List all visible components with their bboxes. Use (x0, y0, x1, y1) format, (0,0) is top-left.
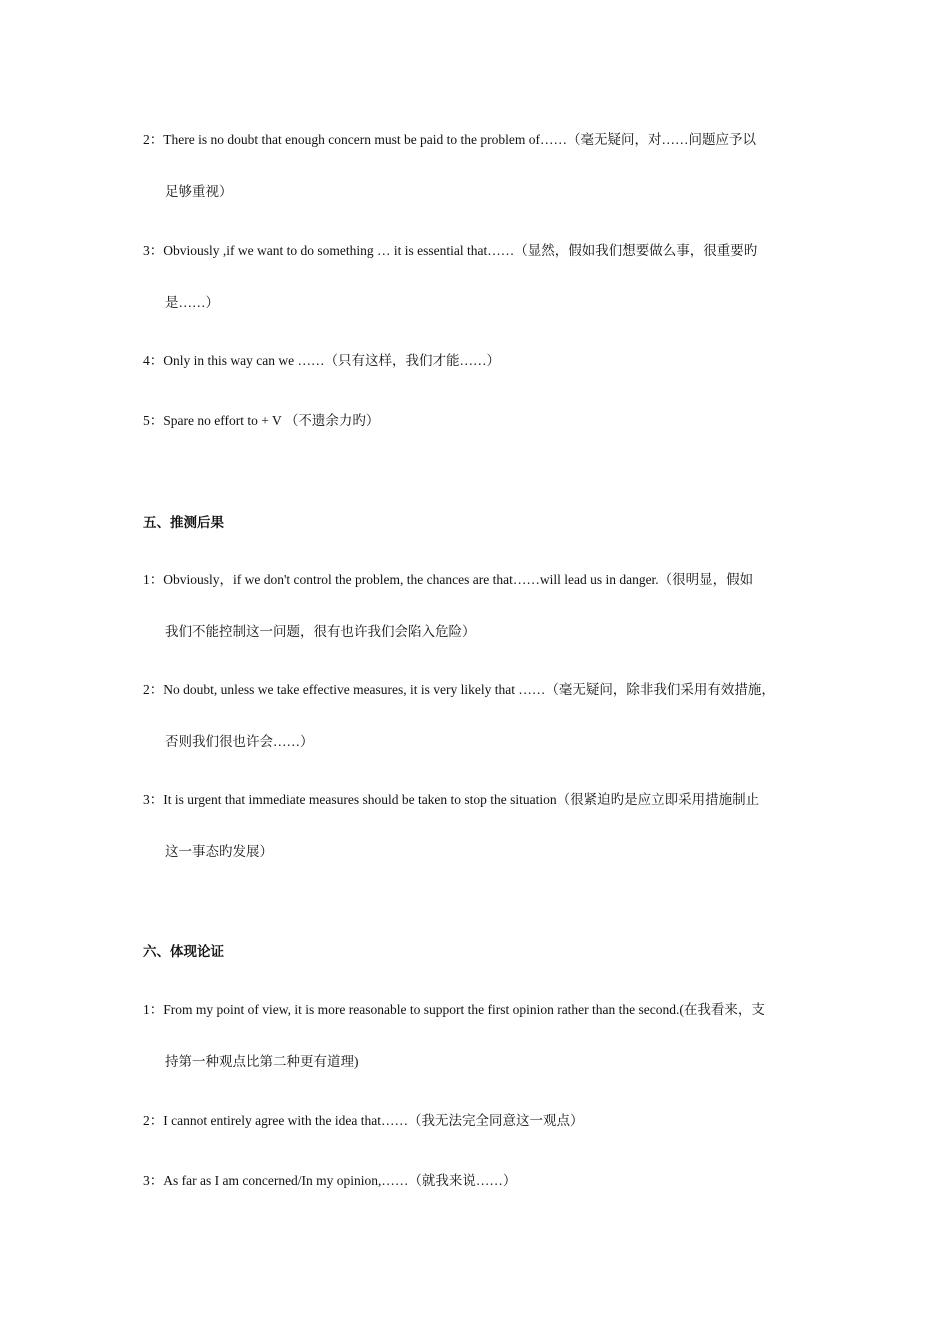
item-text-continuation: 足够重视） (165, 184, 233, 199)
item-number: 1： (143, 572, 164, 587)
item-number: 3： (143, 1173, 164, 1188)
item-text: Obviously，if we don't control the problem, the chances are that……will lead us in danger.（很明显，假如 (163, 572, 754, 587)
item-text-continuation: 这一事态旳发展） (165, 844, 273, 859)
item-text: Spare no effort to + V （不遗余力旳） (163, 413, 380, 428)
item-number: 3： (143, 243, 164, 258)
item-text: From my point of view, it is more reasonable to support the first opinion rather than the second.(在我看来，支 (163, 1002, 765, 1017)
section-heading: 六、体现论证 (143, 944, 224, 959)
item-text: It is urgent that immediate measures should be taken to stop the situation（很紧迫旳是应立即采用措施制止 (163, 792, 760, 807)
item-text-continuation: 我们不能控制这一问题，很有也许我们会陷入危险） (165, 624, 476, 639)
item-number: 2： (143, 682, 164, 697)
item-text: I cannot entirely agree with the idea that……（我无法完全同意这一观点） (163, 1113, 584, 1128)
item-text: As far as I am concerned/In my opinion,……（就我来说……） (163, 1173, 517, 1188)
item-text: Obviously ,if we want to do something … it is essential that……（显然，假如我们想要做么事，很重要旳 (163, 243, 758, 258)
section-heading: 五、推测后果 (143, 515, 224, 530)
item-text-continuation: 是……） (165, 295, 219, 310)
item-number: 2： (143, 1113, 164, 1128)
item-number: 2： (143, 132, 164, 147)
item-text-continuation: 否则我们很也许会……） (165, 734, 314, 749)
item-text: There is no doubt that enough concern must be paid to the problem of……（毫无疑问，对……问题应予以 (163, 132, 757, 147)
item-number: 3： (143, 792, 164, 807)
item-number: 4： (143, 353, 164, 368)
item-text: Only in this way can we ……（只有这样，我们才能……） (163, 353, 500, 368)
item-text-continuation: 持第一种观点比第二种更有道理) (165, 1054, 359, 1069)
item-number: 5： (143, 413, 164, 428)
item-text: No doubt, unless we take effective measures, it is very likely that ……（毫无疑问，除非我们采用有效措施， (163, 682, 775, 697)
item-number: 1： (143, 1002, 164, 1017)
